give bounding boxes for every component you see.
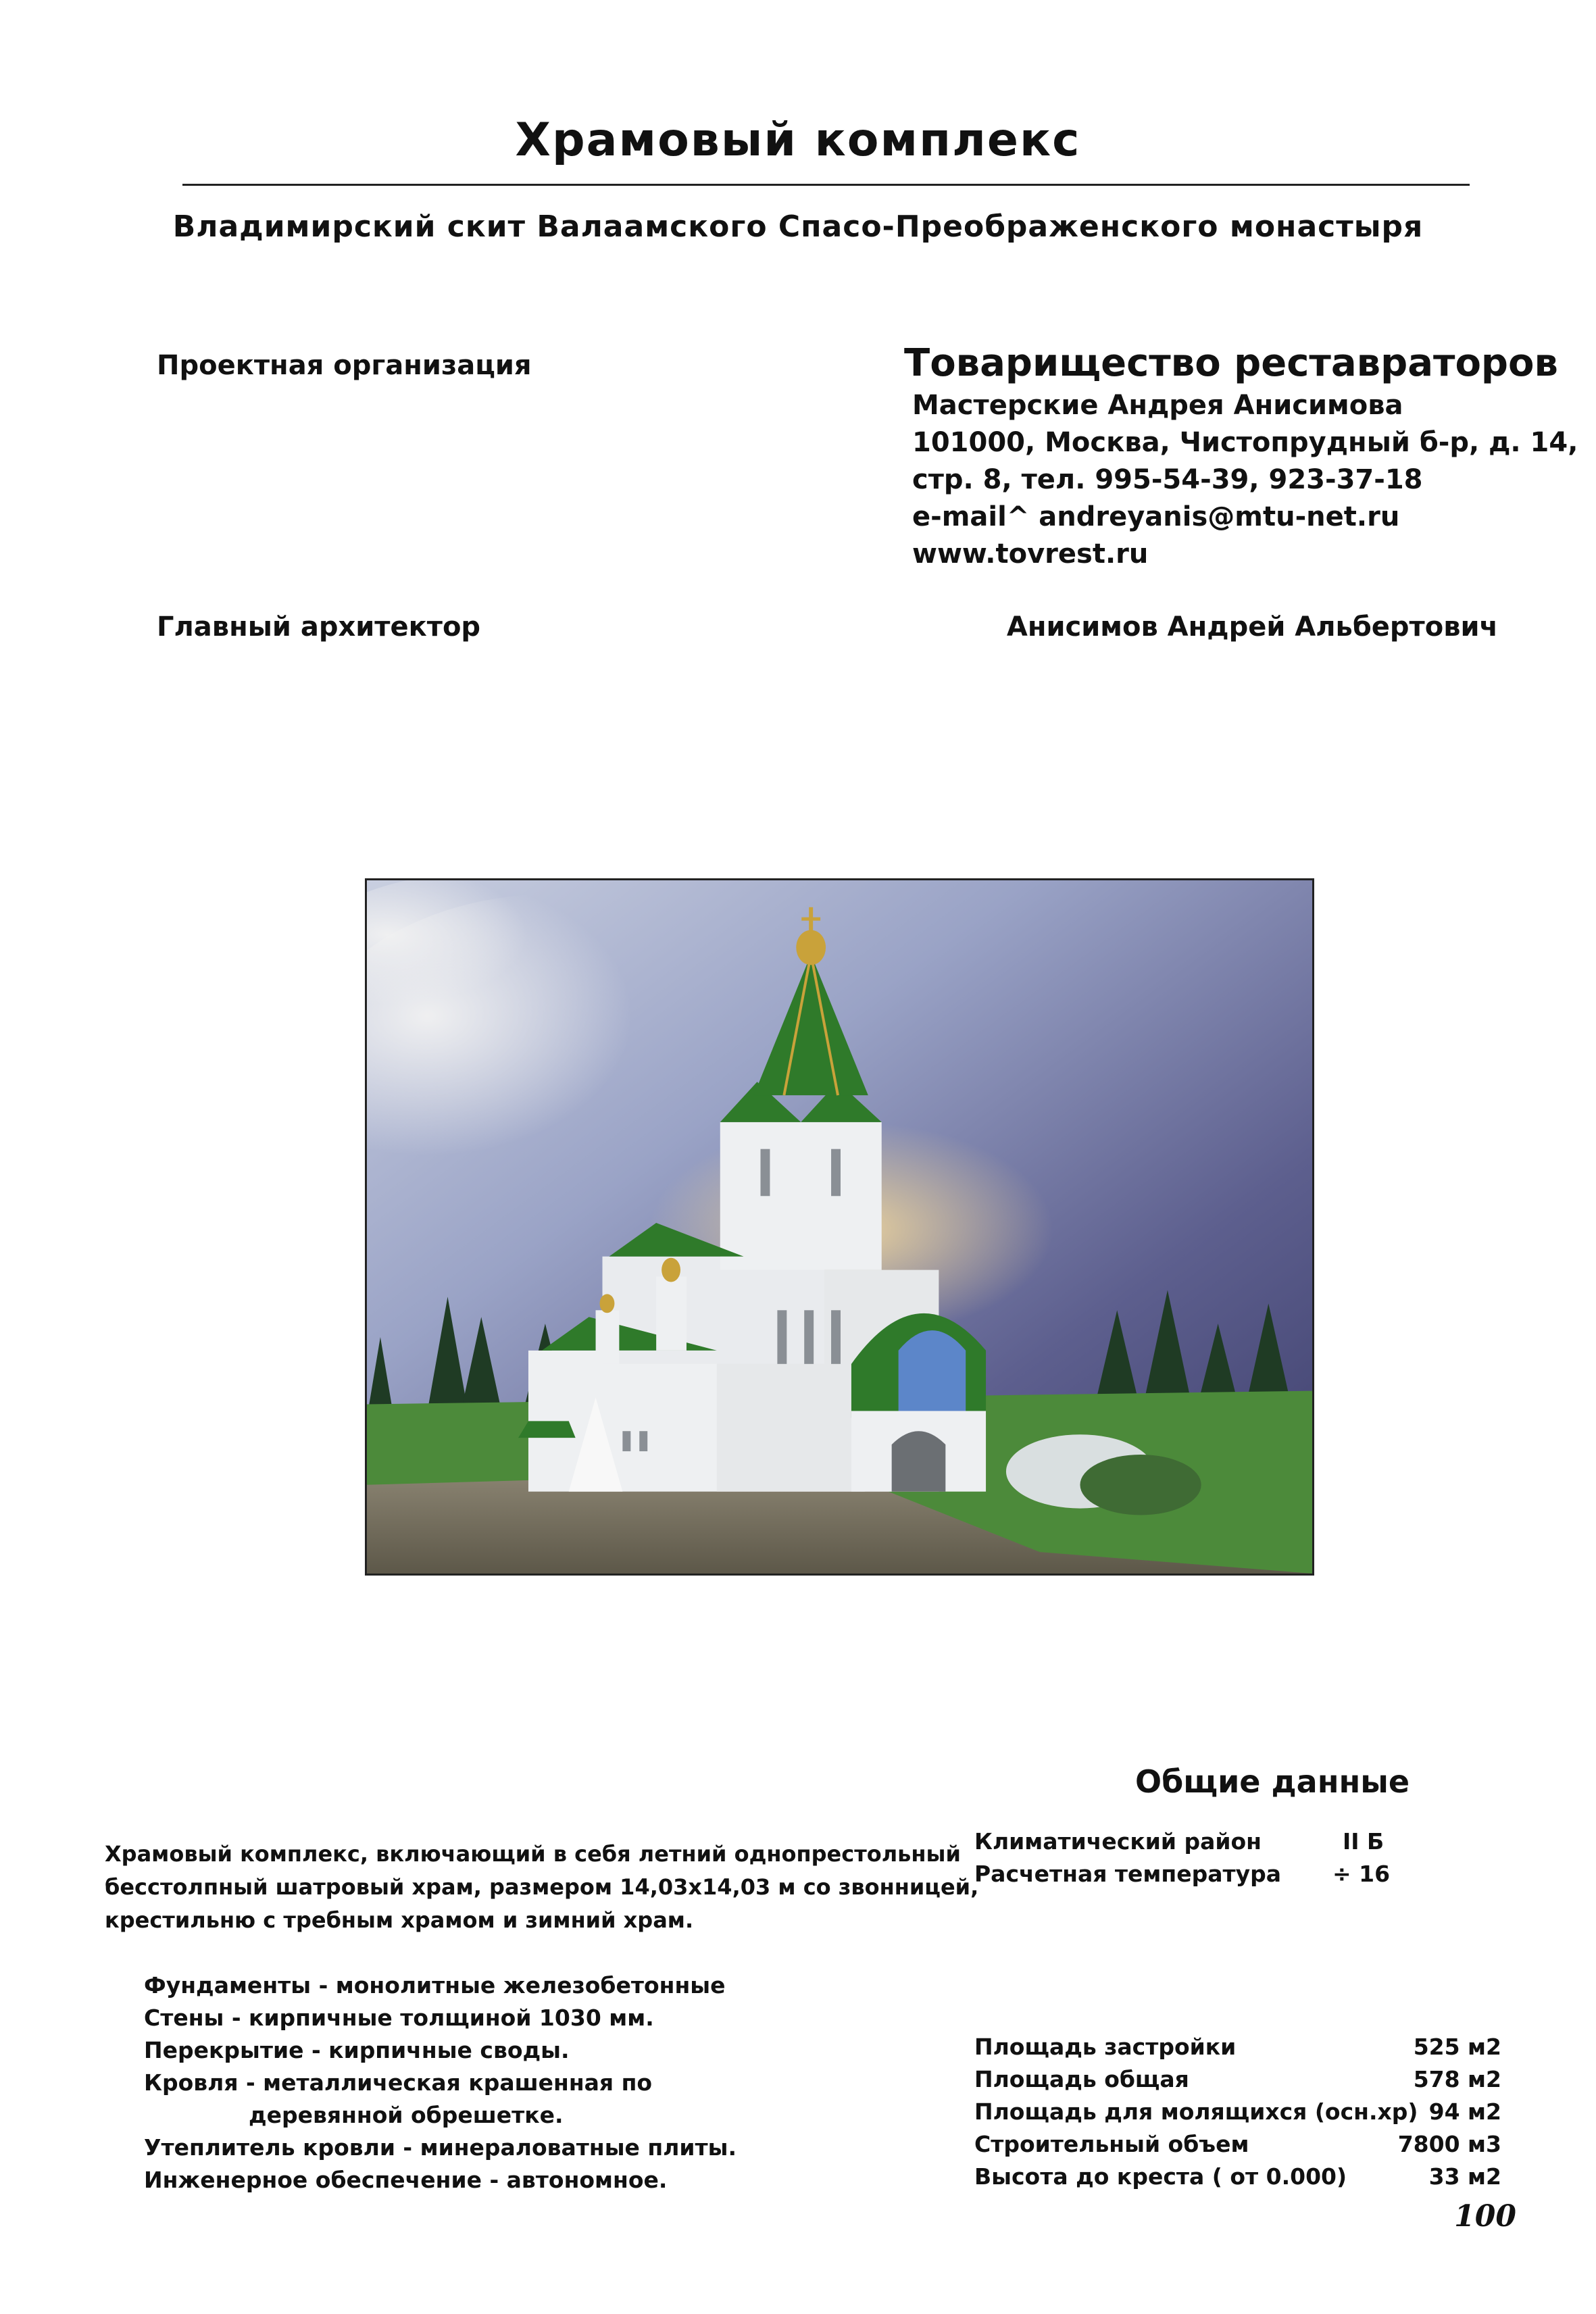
area-label: Площадь общая <box>974 2066 1189 2092</box>
area-value: 33 м2 <box>1428 2163 1501 2190</box>
climate-row <box>974 1861 1515 1893</box>
description-line: Храмовый комплекс, включающий в себя летний однопрестольный <box>105 1841 961 1867</box>
spec-line: Перекрытие - кирпичные своды. <box>144 2037 570 2063</box>
church-rendering-illustration <box>367 880 1312 1574</box>
project-description <box>105 1838 979 1937</box>
title-divider <box>182 184 1470 186</box>
spec-line: Утеплитель кровли - минераловатные плиты. <box>144 2134 737 2161</box>
area-row <box>974 2098 1515 2131</box>
organization-website: www.tovrest.ru <box>912 538 1149 570</box>
page-subtitle: Владимирский скит Валаамского Спасо-Преображенского монастыря <box>172 209 1424 244</box>
area-value: 94 м2 <box>1428 2098 1501 2125</box>
organization-phone: стр. 8, тел. 995-54-39, 923-37-18 <box>912 464 1423 495</box>
organization-email: e-mail^ andreyanis@mtu-net.ru <box>912 501 1400 532</box>
climate-label: Расчетная температура <box>974 1861 1282 1887</box>
spec-line: Кровля - металлическая крашенная по <box>144 2069 653 2096</box>
climate-label: Климатический район <box>974 1828 1262 1855</box>
page-number: 100 <box>1454 2199 1516 2234</box>
area-label: Строительный объем <box>974 2131 1249 2157</box>
organization-label: Проектная организация <box>157 350 532 381</box>
architect-name: Анисимов Андрей Альбертович <box>1006 611 1498 643</box>
area-label: Площадь для молящихся (осн.хр) <box>974 2098 1418 2125</box>
organization-name: Товарищество реставраторов <box>904 341 1558 385</box>
climate-value: II Б <box>1343 1828 1385 1855</box>
area-value: 578 м2 <box>1413 2066 1501 2092</box>
area-value: 525 м2 <box>1413 2034 1501 2060</box>
church-rendering-image <box>365 878 1314 1576</box>
area-value: 7800 м3 <box>1397 2131 1501 2157</box>
description-line: крестильню с требным храмом и зимний храм. <box>105 1907 694 1933</box>
spec-line: Фундаменты - монолитные железобетонные <box>144 1972 726 1998</box>
organization-workshop: Мастерские Андрея Анисимова <box>912 390 1403 421</box>
area-row <box>974 2163 1515 2196</box>
page-title: Храмовый комплекс <box>515 114 1081 167</box>
spec-line: деревянной обрешетке. <box>249 2102 564 2128</box>
description-line: бесстолпный шатровый храм, размером 14,03х14,03 м со звонницей, <box>105 1874 979 1900</box>
construction-specs <box>144 1969 737 2196</box>
area-label: Площадь застройки <box>974 2034 1237 2060</box>
organization-address: 101000, Москва, Чистопрудный б-р, д. 14, <box>912 427 1578 458</box>
climate-row <box>974 1828 1515 1861</box>
spec-line: Стены - кирпичные толщиной 1030 мм. <box>144 2005 654 2031</box>
spec-line: Инженерное обеспечение - автономное. <box>144 2167 668 2193</box>
area-row <box>974 2034 1515 2066</box>
area-row <box>974 2066 1515 2098</box>
area-row <box>974 2131 1515 2163</box>
climate-value: ÷ 16 <box>1332 1861 1391 1887</box>
general-data-heading: Общие данные <box>1135 1763 1410 1800</box>
architect-label: Главный архитектор <box>157 611 481 643</box>
area-label: Высота до креста ( от 0.000) <box>974 2163 1347 2190</box>
organization-details <box>912 387 1578 573</box>
